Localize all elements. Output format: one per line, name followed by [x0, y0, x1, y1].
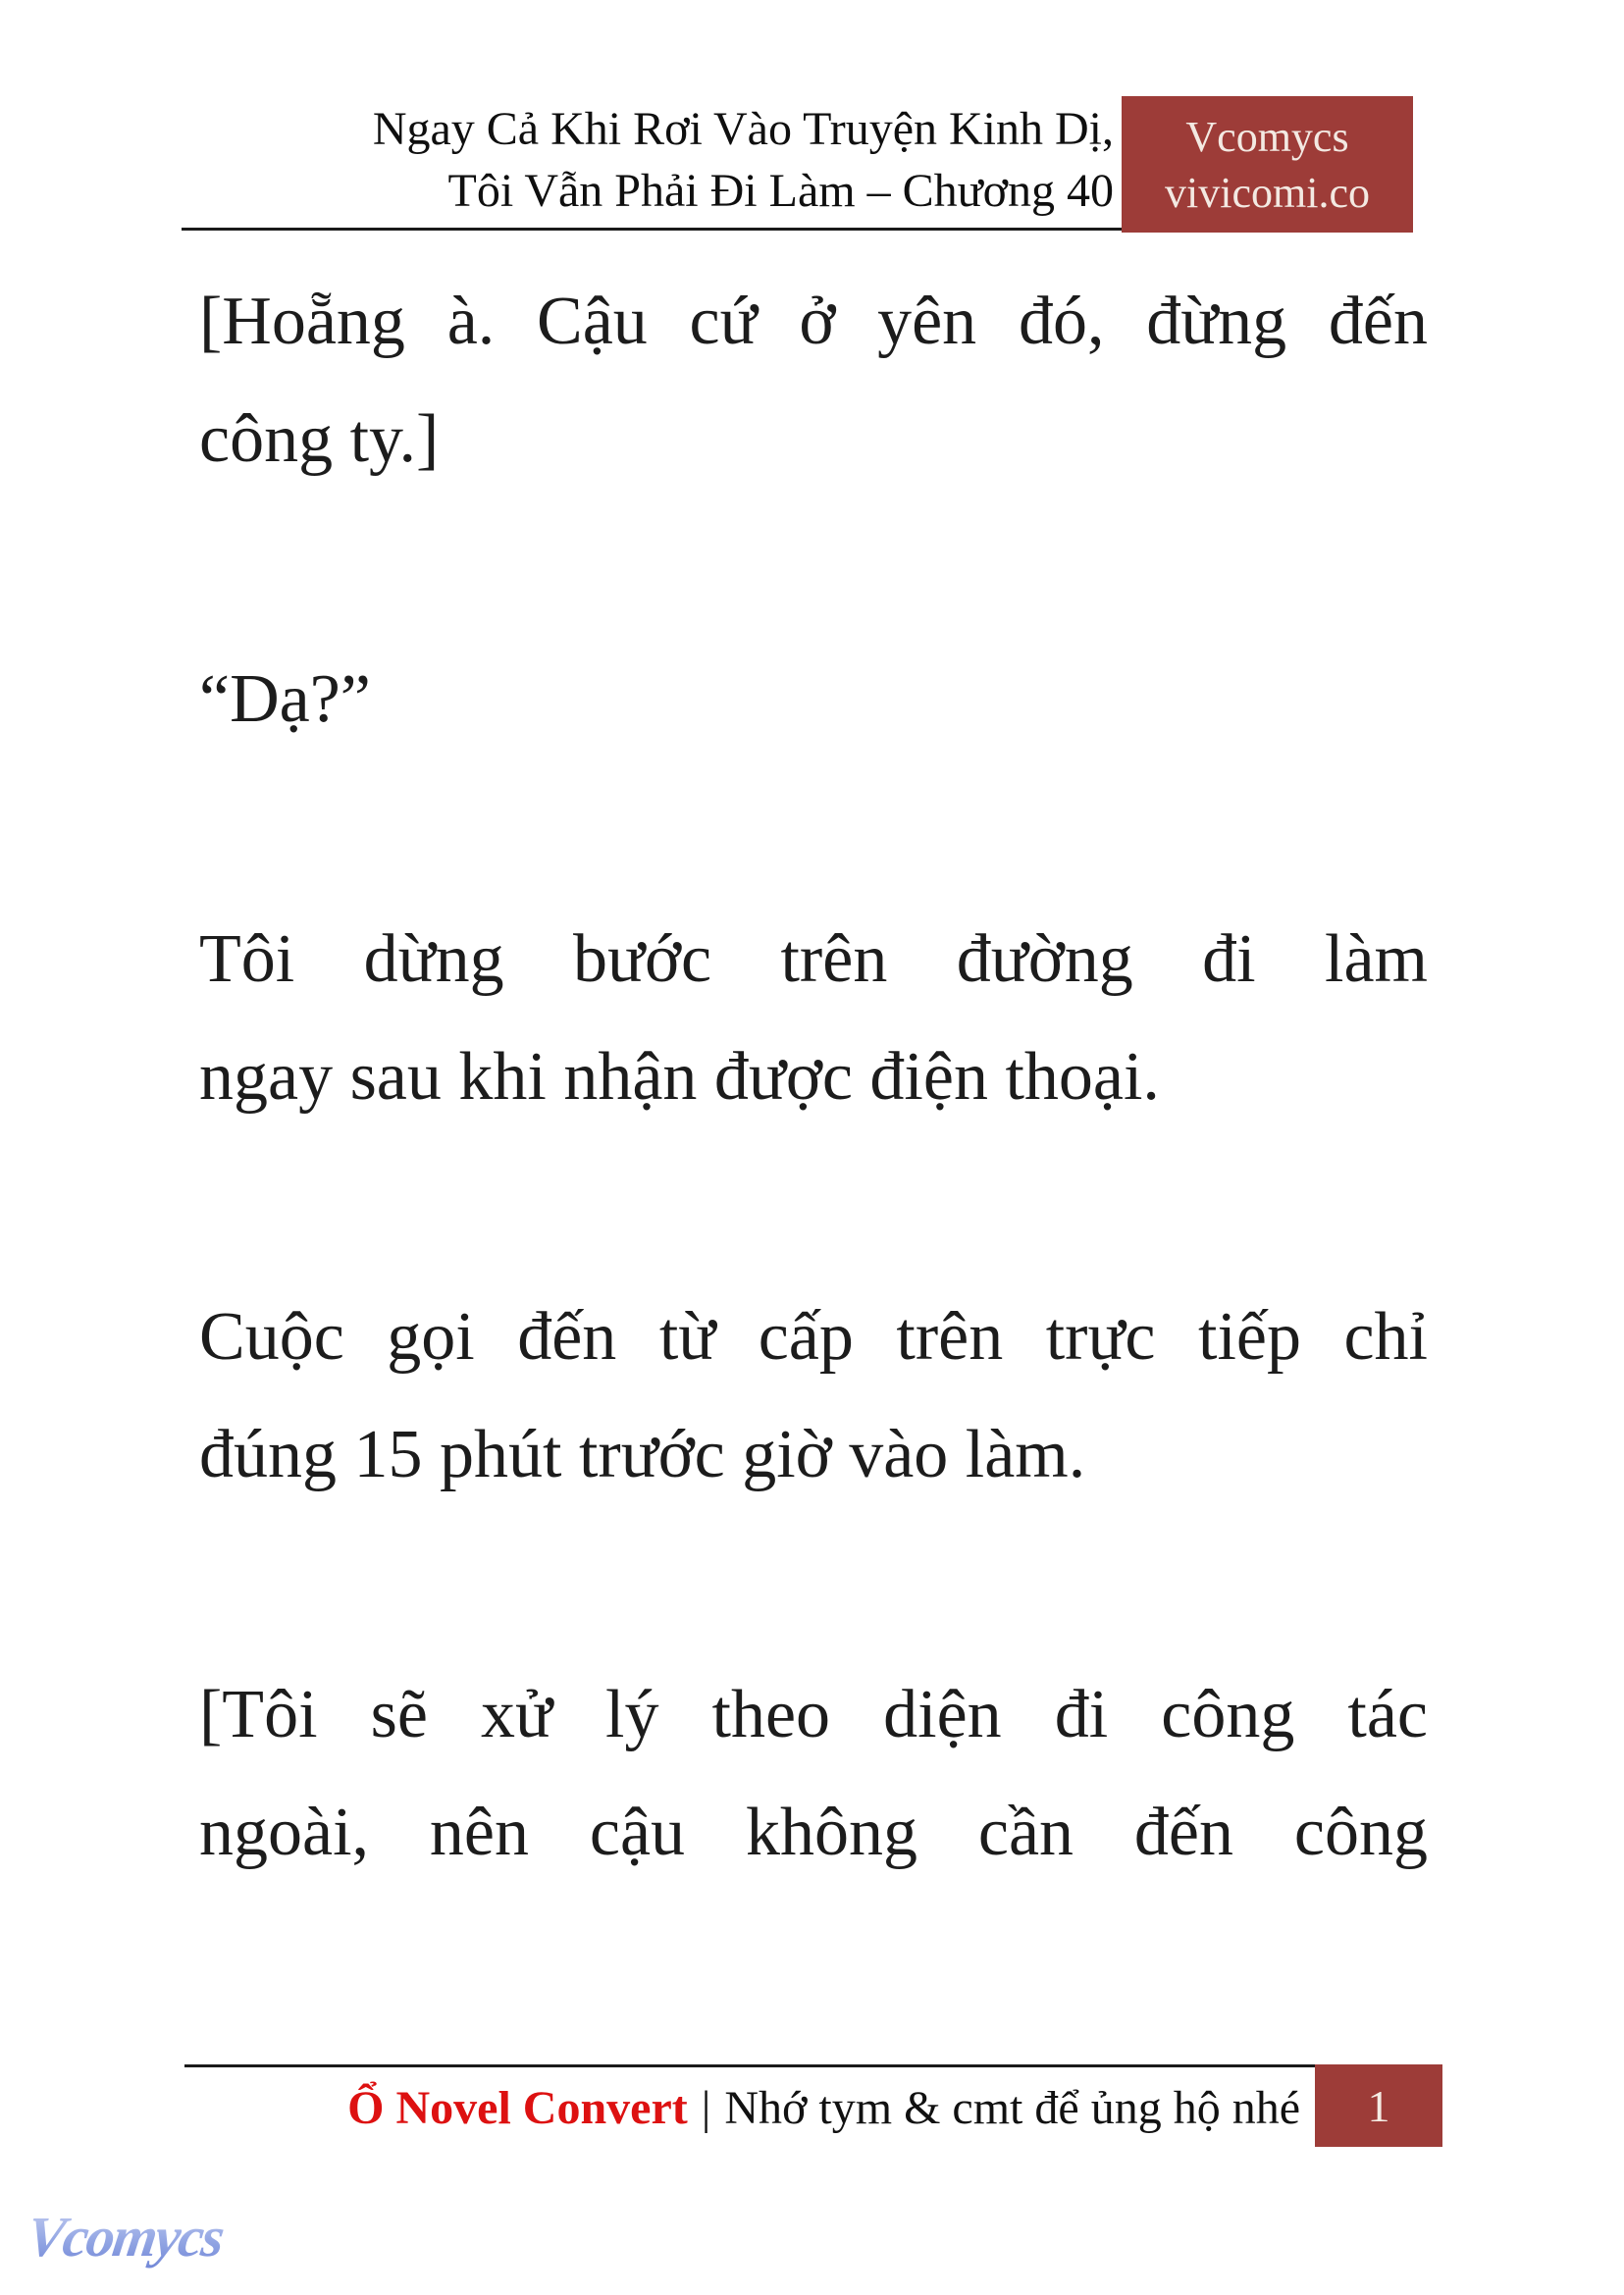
- footer-credit: [347, 2072, 1300, 2145]
- paragraph-5: [199, 1656, 1428, 1892]
- text-line: công ty.]: [199, 401, 440, 477]
- footer-message: Nhớ tym & cmt để ủng hộ nhé: [724, 2082, 1300, 2134]
- paragraph-1: [199, 263, 1428, 498]
- paragraph-2: [199, 641, 1428, 758]
- header-divider: [182, 228, 1122, 231]
- text-line: ngay sau khi nhận được điện thoại.: [199, 1039, 1160, 1115]
- text-line: ngoài, nên cậu không cần đến công: [199, 1795, 1428, 1870]
- text-line: Cuộc gọi đến từ cấp trên trực tiếp chỉ: [199, 1299, 1428, 1375]
- chapter-title-line1: Ngay Cả Khi Rơi Vào Truyện Kinh Dị,: [372, 103, 1114, 155]
- paragraph-3: [199, 901, 1428, 1136]
- text-line: [Tôi sẽ xử lý theo diện đi công tác: [199, 1677, 1428, 1752]
- paragraph-4: [199, 1278, 1428, 1514]
- chapter-title: [373, 98, 1114, 222]
- footer-separator: |: [701, 2082, 711, 2134]
- text-line: đúng 15 phút trước giờ vào làm.: [199, 1417, 1086, 1492]
- brand-site: vivicomi.co: [1165, 169, 1370, 217]
- text-line: “Dạ?”: [199, 661, 371, 737]
- chapter-title-line2: Tôi Vẫn Phải Đi Làm – Chương 40: [447, 165, 1114, 217]
- footer-divider: [184, 2064, 1315, 2067]
- page-number-badge: 1: [1315, 2064, 1442, 2147]
- brand-name: Vcomycs: [1185, 113, 1349, 161]
- footer-brand-label: Ổ Novel Convert: [347, 2082, 688, 2134]
- brand-stamp: [1122, 96, 1413, 233]
- text-line: [Hoẵng à. Cậu cứ ở yên đó, đừng đến: [199, 284, 1428, 359]
- page-body: [199, 263, 1428, 2034]
- vcomycs-watermark-logo: Vcomycs: [23, 2205, 228, 2269]
- text-line: Tôi dừng bước trên đường đi làm: [199, 921, 1428, 997]
